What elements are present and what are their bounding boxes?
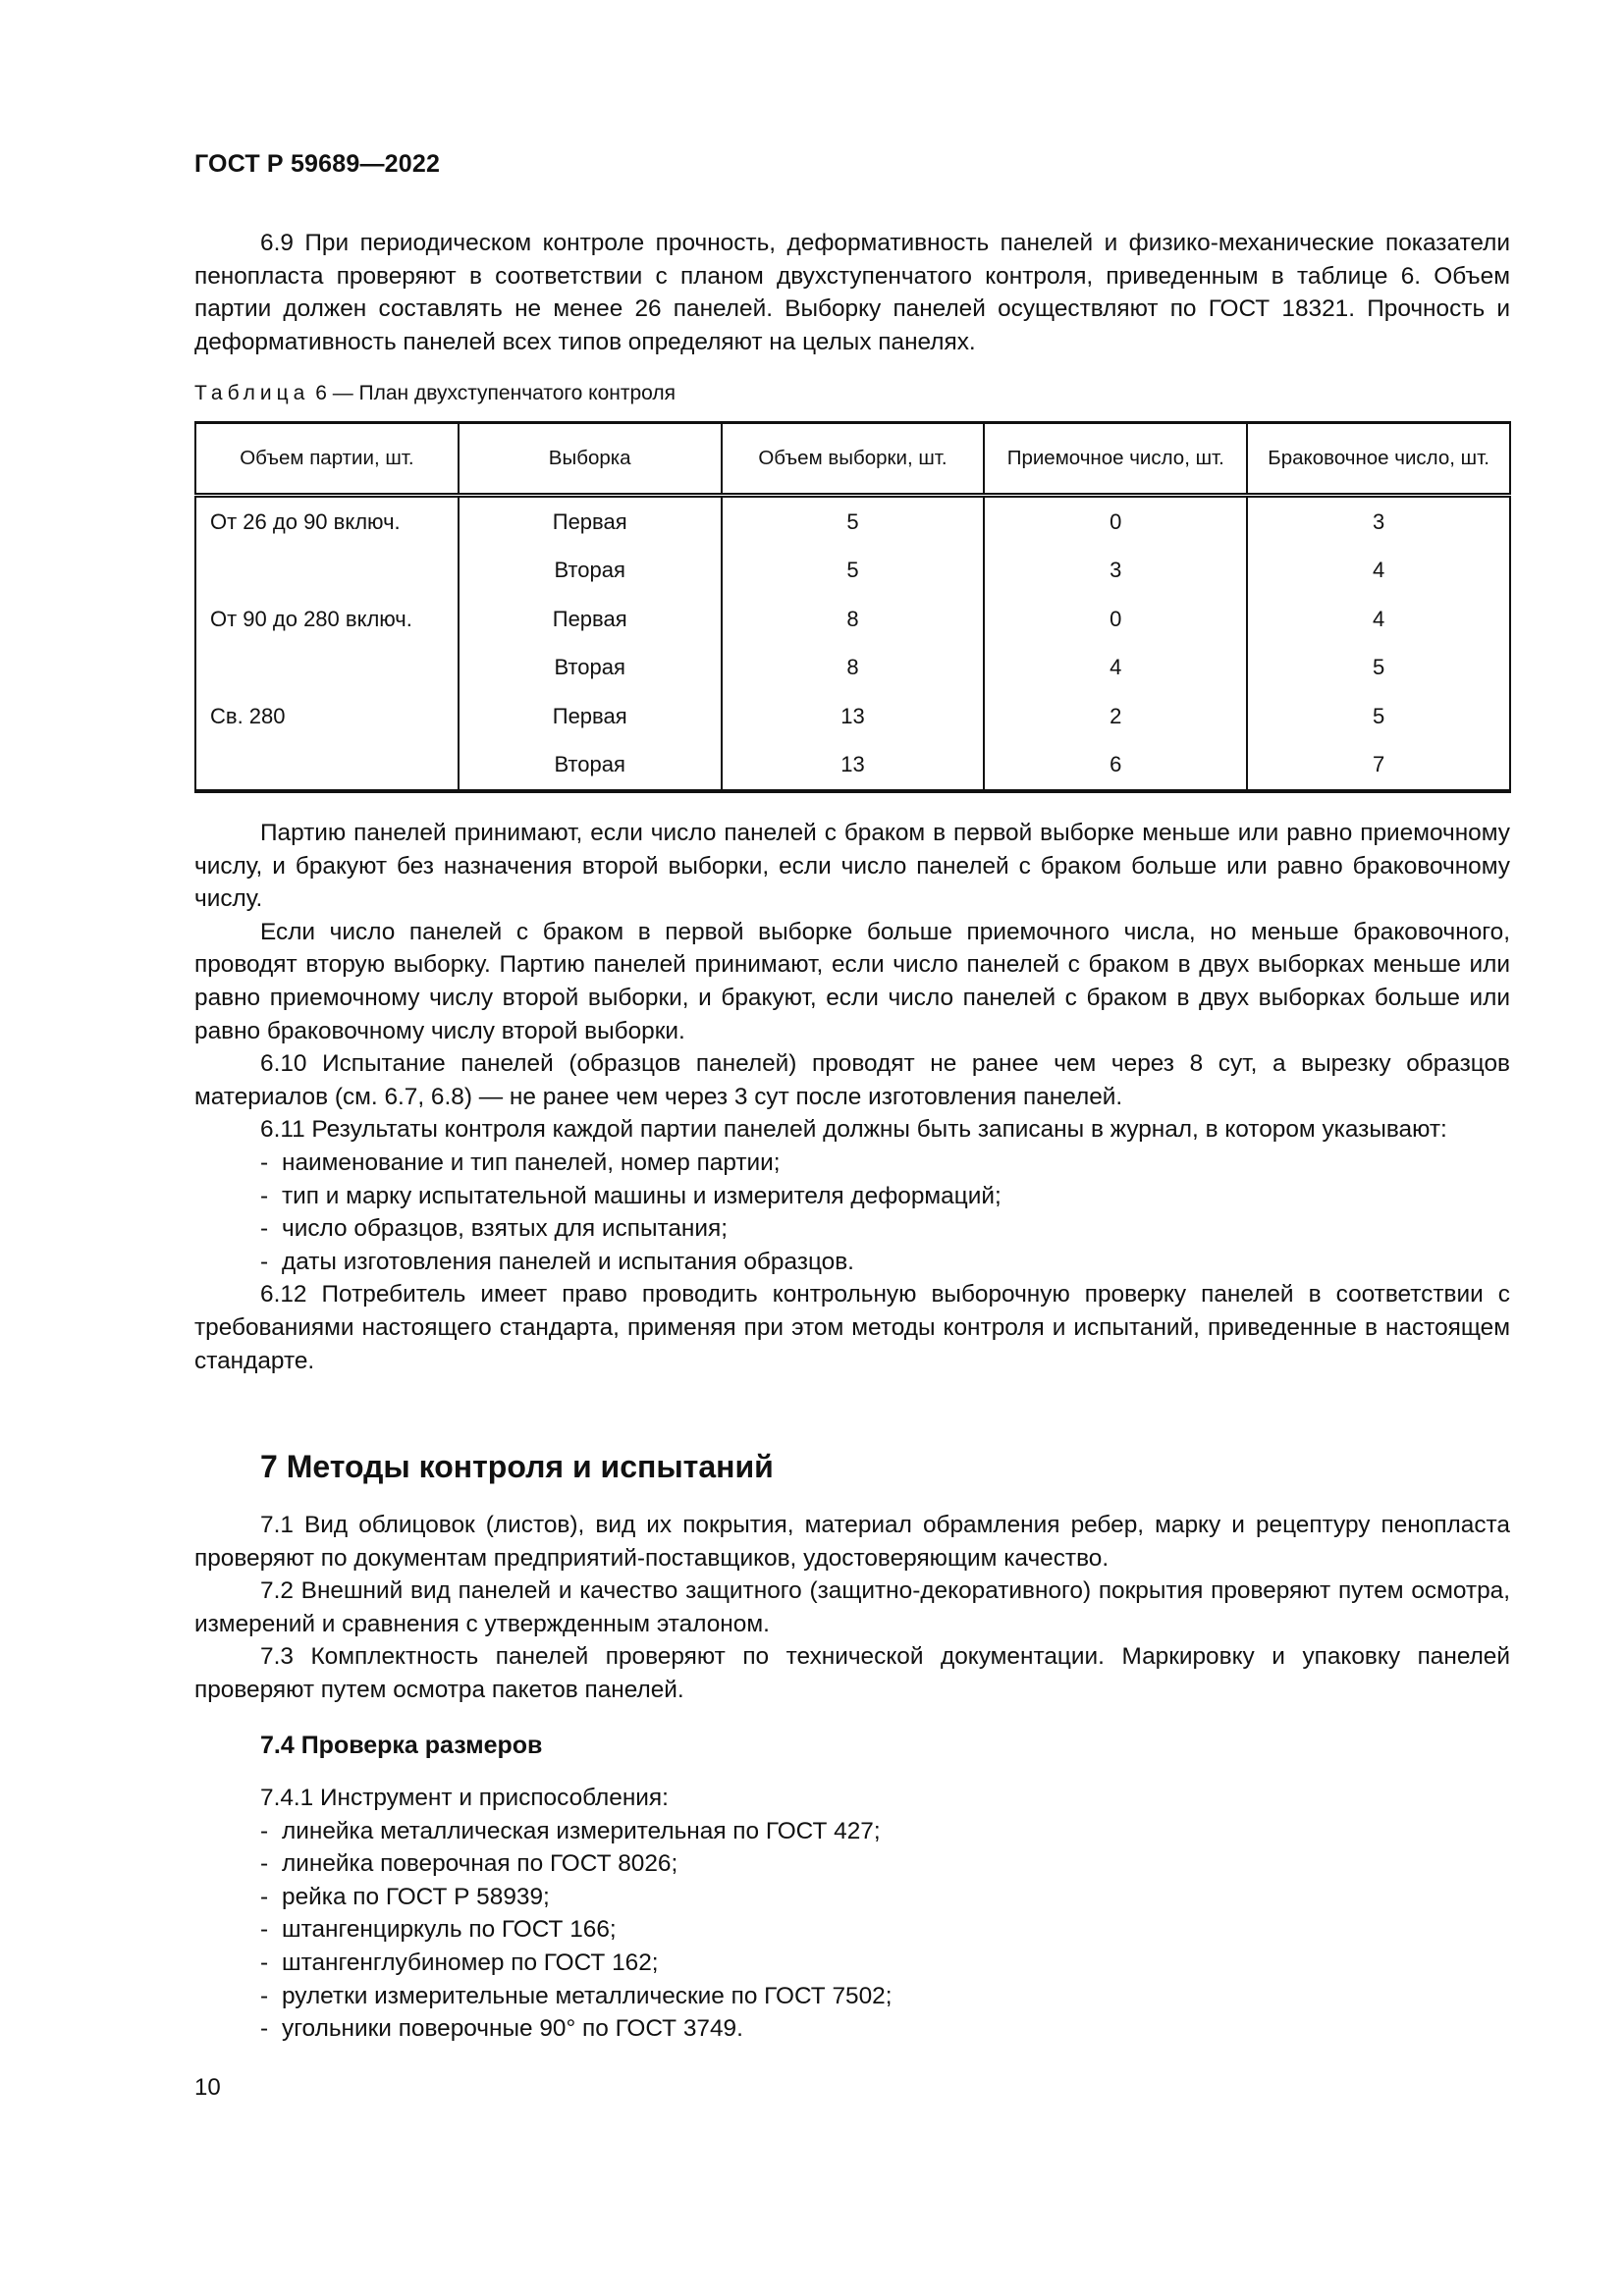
cell-rejection-number: 5	[1247, 692, 1510, 741]
cell-sample: Первая	[459, 595, 722, 644]
paragraph-7-3: 7.3 Комплектность панелей проверяют по технической документации. Маркировку и упаковку панелей проверяют путем осмотра пакетов панелей.	[194, 1643, 1510, 1703]
cell-sample-size: 8	[722, 644, 985, 693]
document-header: ГОСТ Р 59689—2022	[194, 150, 441, 178]
table-header-row	[195, 423, 1510, 496]
cell-acceptance-number: 0	[984, 595, 1247, 644]
column-header-lot-size: Объем партии, шт.	[195, 423, 459, 496]
dash-bullet: -	[260, 1215, 269, 1243]
cell-lot-size: От 90 до 280 включ.	[195, 595, 459, 644]
dash-bullet: -	[260, 1817, 269, 1844]
journal-list-item: - даты изготовления панелей и испытания образцов.	[194, 1246, 1510, 1279]
cell-rejection-number: 4	[1247, 547, 1510, 596]
dash-bullet: -	[260, 1982, 269, 2009]
paragraph-7-4-1: 7.4.1 Инструмент и приспособления:	[260, 1785, 669, 1811]
table-row	[195, 496, 1510, 547]
cell-sample: Первая	[459, 692, 722, 741]
paragraph-6-12: 6.12 Потребитель имеет право проводить контрольную выборочную проверку панелей в соответствии с требованиями настоящего стандарта, применяя при этом методы контроля и испытаний, приведенные в настоящем стандарте.	[194, 1281, 1510, 1374]
table-caption-label: Таблица	[194, 382, 310, 404]
cell-sample-size: 8	[722, 595, 985, 644]
table-row	[195, 595, 1510, 644]
paragraph-text: 6.9 При периодическом контроле прочность, деформативность панелей и физико-механические показатели пенопласта проверяют в соответствии с планом двухступенчатого контроля, приведенным в таблице 6. Объем партии должен составлять не менее 26 панелей. Выборку панелей осуществляют по ГОСТ 18321. Прочность и деформативность панелей всех типов определяют на целых панелях.	[194, 230, 1510, 355]
cell-rejection-number: 3	[1247, 496, 1510, 547]
cell-sample: Первая	[459, 496, 722, 547]
cell-sample-size: 5	[722, 496, 985, 547]
cell-rejection-number: 4	[1247, 595, 1510, 644]
dash-bullet: -	[260, 1148, 269, 1176]
paragraph-6-10: 6.10 Испытание панелей (образцов панелей) проводят не ранее чем через 8 сут, а вырезку образцов материалов (см. 6.7, 6.8) — не ранее чем через 3 сут после изготовления панелей.	[194, 1050, 1510, 1110]
paragraph-7-2: 7.2 Внешний вид панелей и качество защитного (защитно-декоративного) покрытия проверяют путем осмотра, измерений и сравнения с утвержденным эталоном.	[194, 1577, 1510, 1637]
tool-list-item: - рулетки измерительные металлические по ГОСТ 7502;	[194, 1980, 1510, 2013]
dash-bullet: -	[260, 2015, 269, 2043]
paragraph-6-9	[194, 227, 1510, 358]
section-7-heading: 7 Методы контроля и испытаний	[260, 1449, 774, 1484]
cell-sample-size: 13	[722, 741, 985, 792]
cell-sample: Вторая	[459, 741, 722, 792]
table-caption-title: 6 — План двухступенчатого контроля	[315, 382, 676, 404]
tool-list-item: - штангенглубиномер по ГОСТ 162;	[194, 1947, 1510, 1980]
cell-lot-size	[195, 644, 459, 693]
table-row	[195, 741, 1510, 792]
dash-bullet: -	[260, 1949, 269, 1976]
paragraph-acceptance-second: Если число панелей с браком в первой выборке больше приемочного числа, но меньше браковочного, проводят вторую выборку. Партию панелей принимают, если число панелей с браком в двух выборках меньше или равно приемочному числу второй выборки, и бракуют, если число панелей с браком в двух выборках больше или равно браковочному числу второй выборки.	[194, 918, 1510, 1044]
column-header-rejection-number: Браковочное число, шт.	[1247, 423, 1510, 496]
dash-bullet: -	[260, 1883, 269, 1910]
paragraph-acceptance-first: Партию панелей принимают, если число панелей с браком в первой выборке меньше или равно приемочному числу, и бракуют без назначения второй выборки, если число панелей с браком больше или равно браковочному числу.	[194, 820, 1510, 913]
tool-list-item: - штангенциркуль по ГОСТ 166;	[194, 1913, 1510, 1947]
cell-rejection-number: 5	[1247, 644, 1510, 693]
cell-acceptance-number: 3	[984, 547, 1247, 596]
dash-bullet: -	[260, 1182, 269, 1209]
table-row	[195, 547, 1510, 596]
cell-acceptance-number: 4	[984, 644, 1247, 693]
control-plan-table	[194, 421, 1511, 793]
cell-sample: Вторая	[459, 644, 722, 693]
tool-list-item: - линейка металлическая измерительная по ГОСТ 427;	[194, 1815, 1510, 1848]
journal-list-item: - тип и марку испытательной машины и измерителя деформаций;	[194, 1180, 1510, 1213]
column-header-sample-size: Объем выборки, шт.	[722, 423, 985, 496]
tool-list-item: - угольники поверочные 90° по ГОСТ 3749.	[194, 2012, 1510, 2046]
paragraph-6-11: 6.11 Результаты контроля каждой партии панелей должны быть записаны в журнал, в котором указывают:	[260, 1116, 1447, 1144]
tool-list-item: - рейка по ГОСТ Р 58939;	[194, 1881, 1510, 1914]
table-row	[195, 692, 1510, 741]
section-7-body	[194, 1509, 1510, 1707]
column-header-acceptance-number: Приемочное число, шт.	[984, 423, 1247, 496]
cell-rejection-number: 7	[1247, 741, 1510, 792]
journal-list-item: - число образцов, взятых для испытания;	[194, 1212, 1510, 1246]
cell-lot-size	[195, 741, 459, 792]
paragraph-7-1: 7.1 Вид облицовок (листов), вид их покрытия, материал обрамления ребер, марку и рецептуру пенопласта проверяют по документам предприятий-поставщиков, удостоверяющим качество.	[194, 1512, 1510, 1572]
subsection-7-4-heading: 7.4 Проверка размеров	[260, 1732, 543, 1759]
cell-sample: Вторая	[459, 547, 722, 596]
table-caption	[194, 381, 676, 406]
cell-lot-size: От 26 до 90 включ.	[195, 496, 459, 547]
dash-bullet: -	[260, 1850, 269, 1878]
table-row	[195, 644, 1510, 693]
cell-lot-size: Св. 280	[195, 692, 459, 741]
cell-acceptance-number: 6	[984, 741, 1247, 792]
tool-list-item: - линейка поверочная по ГОСТ 8026;	[194, 1847, 1510, 1881]
tools-section	[194, 1782, 1510, 2046]
cell-lot-size	[195, 547, 459, 596]
cell-acceptance-number: 2	[984, 692, 1247, 741]
dash-bullet: -	[260, 1916, 269, 1944]
page-number: 10	[194, 2074, 221, 2101]
cell-sample-size: 13	[722, 692, 985, 741]
cell-acceptance-number: 0	[984, 496, 1247, 547]
cell-sample-size: 5	[722, 547, 985, 596]
journal-list-item: - наименование и тип панелей, номер партии;	[194, 1147, 1510, 1180]
dash-bullet: -	[260, 1248, 269, 1275]
column-header-sample: Выборка	[459, 423, 722, 496]
acceptance-rules-section	[194, 817, 1510, 1377]
